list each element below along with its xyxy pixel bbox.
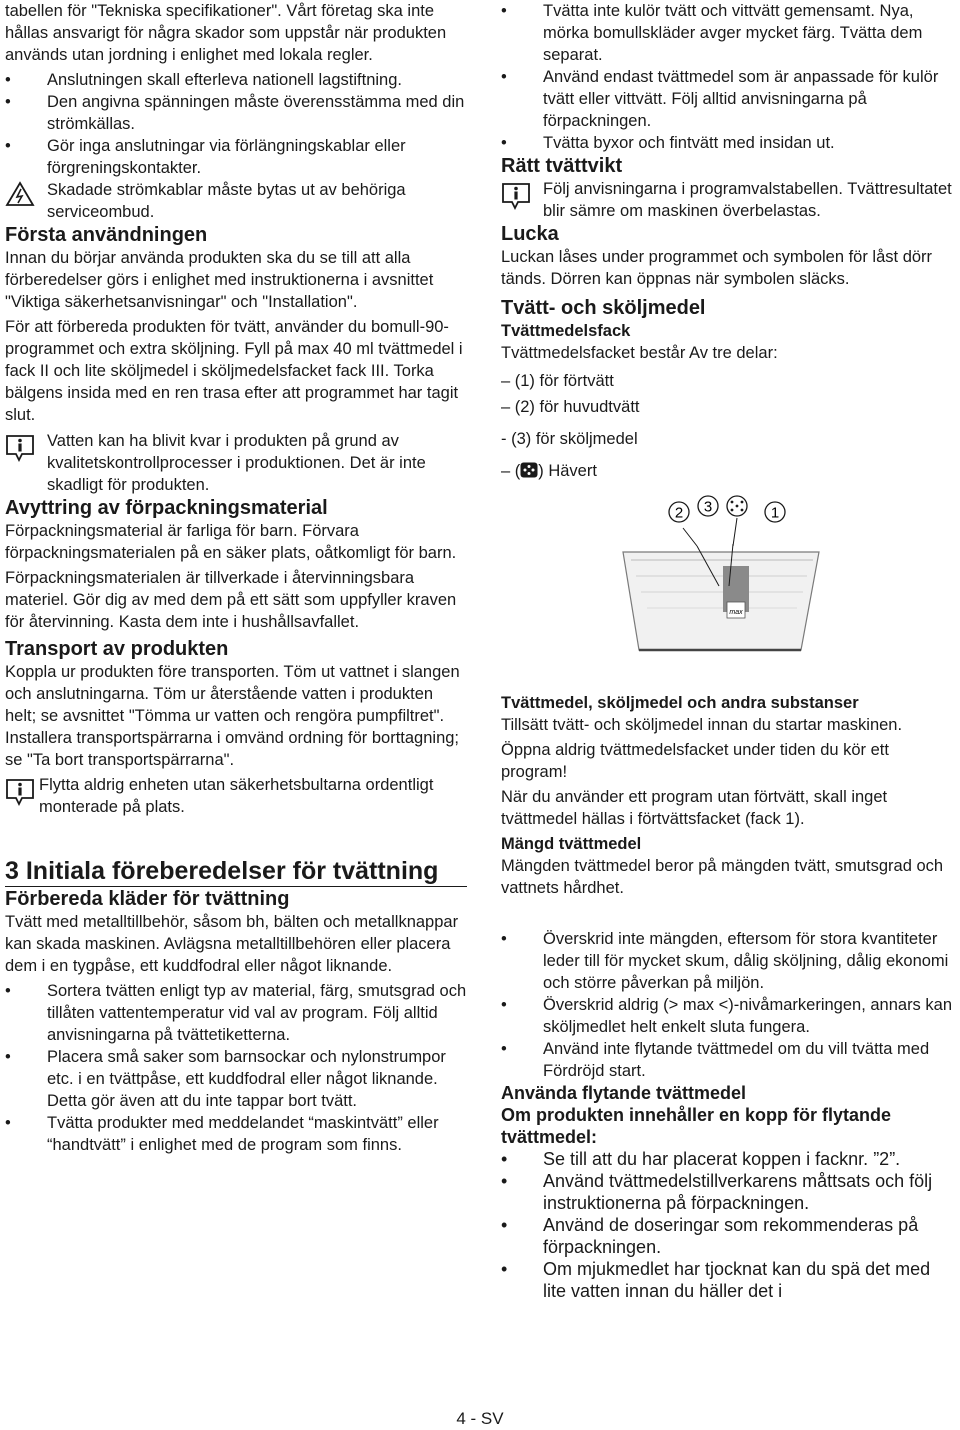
list-item: • Tvätta produkter med meddelandet “maskintvätt” eller “handtvätt” i enlighet med de program som finns.: [5, 1112, 467, 1156]
substances-paragraph-1: Tillsätt tvätt- och sköljmedel innan du startar maskinen.: [501, 716, 903, 734]
connection-bullets: [5, 69, 467, 179]
list-item: • Överskrid aldrig (> max <)-nivåmarkeringen, annars kan sköljmedlet helt enkelt sluta fungera.: [501, 994, 956, 1038]
amount-bullets: [501, 928, 956, 1082]
first-use-paragraph-2: För att förbereda produkten för tvätt, använder du bomull-90-programmet och extra sköljning. Fyll på max 40 ml tvättmedel i fack II och lite sköljmedel i sköljmedelsfacket fack III. Torka bälgens insida med en ren trasa efter att programmet har tagit slut.: [5, 318, 463, 424]
first-use-heading: Första användningen: [5, 224, 208, 246]
list-item: • Använd inte flytande tvättmedel om du vill tvätta med Fördröjd start.: [501, 1038, 956, 1082]
electric-warning-icon: [5, 181, 35, 213]
dispenser-paragraph: Tvättmedelsfacket består Av tre delar:: [501, 344, 778, 362]
siphon-icon: [520, 462, 538, 480]
siphon-suffix: ) Hävert: [538, 462, 597, 480]
warning-note-text: Skadade strömkablar måste bytas ut av behöriga serviceombud.: [47, 181, 406, 221]
chapter-subheading: Förbereda kläder för tvättning: [5, 886, 467, 911]
list-item: • Anslutningen skall efterleva nationell lagstiftning.: [5, 69, 467, 91]
label-compartment-2: 2: [674, 504, 684, 522]
info-note: [5, 430, 467, 496]
list-item: • Placera små saker som barnsockar och nylonstrumpor etc. i en tvättpåse, ett kuddfodral eller något liknande. Detta gör även att du inte tappar bort tvätt.: [5, 1046, 467, 1112]
info-note-text: Vatten kan ha blivit kvar i produkten på grund av kvalitetskontrollprocesser i produktionen. Det är inte skadligt för produkten.: [47, 432, 426, 494]
dispenser-subheading: Tvättmedelsfack: [501, 322, 631, 340]
chapter-heading: 3 Initiala föreberedelser för tvättning: [5, 857, 439, 885]
transport-heading: Transport av produkten: [5, 638, 229, 660]
siphon-prefix: – (: [501, 462, 521, 480]
info-icon: [501, 180, 531, 216]
label-compartment-3: 3: [703, 498, 713, 516]
info-note-text: Följ anvisningarna i programvalstabellen. Tvättresultatet blir sämre om maskinen överbelastas.: [543, 180, 952, 220]
amount-heading: Mängd tvättmedel: [501, 835, 642, 853]
disposal-paragraph-1: Förpackningsmaterial är farliga för barn. Förvara förpackningsmaterialen på en säker plats, oåtkomligt för barn.: [5, 522, 457, 562]
right-column: [501, 0, 956, 1302]
list-item: • Se till att du har placerat koppen i facknr. ”2”.: [501, 1148, 956, 1170]
liquid-detergent-heading: Använda flytande tvättmedel: [501, 1083, 747, 1103]
compartment-item: – (1) för förtvätt: [501, 372, 614, 390]
transport-paragraph: Koppla ur produkten före transporten. Töm ut vattnet i slangen och anslutningarna. Töm ur återstående vatten i produkten helt; se avsnittet "Tömma ur vatten och rengöra pumpfiltret". Installera transportspärrarna i omvänd ordning för borttagning; se "Ta bort transportspärrarna".: [5, 663, 460, 769]
disposal-paragraph-2: Förpackningsmaterialen är tillverkade i återvinningsbara materiel. Gör dig av med dem på ett sätt som uppfyller kraven för återvinning. Kasta dem inte i hushållsavfallet.: [5, 569, 457, 631]
substances-paragraph-3: När du använder ett program utan förtvätt, skall inget tvättmedel hällas i förtvättsfacket (fack 1).: [501, 788, 888, 828]
info-icon: [5, 432, 35, 468]
substances-paragraph-2: Öppna aldrig tvättmedelsfacket under tiden du kör ett program!: [501, 741, 889, 781]
warning-note: [5, 179, 467, 223]
chapter-paragraph: Tvätt med metalltillbehör, såsom bh, bälten och metallknappar kan skada maskinen. Avlägsna metalltillbehören eller placera dem i en tygpåse, ett kuddfodral eller något liknande.: [5, 913, 459, 975]
list-item: • Om mjukmedlet har tjocknat kan du spä det med lite vatten innan du häller det i: [501, 1258, 956, 1302]
list-item: • Gör inga anslutningar via förlängningskablar eller förgreningskontakter.: [5, 135, 467, 179]
amount-paragraph: Mängden tvättmedel beror på mängden tvätt, smutsgrad och vattnets hårdhet.: [501, 857, 944, 897]
label-compartment-1: 1: [770, 504, 780, 522]
door-heading: Lucka: [501, 223, 559, 245]
list-item: • Tvätta inte kulör tvätt och vittvätt gemensamt. Nya, mörka bomullskläder avger mycket färg. Tvätta dem separat.: [501, 0, 956, 66]
info-note-text: Flytta aldrig enheten utan säkerhetsbultarna ordentligt monterade på plats.: [39, 776, 434, 816]
washing-bullets: [501, 0, 956, 154]
list-item: • Använd tvättmedelstillverkarens måttsats och följ instruktionerna på förpackningen.: [501, 1170, 956, 1214]
list-item: • Använd de doseringar som rekommenderas på förpackningen.: [501, 1214, 956, 1258]
list-item: • Överskrid inte mängden, eftersom för stora kvantiteter leder till för mycket skum, dålig sköljning, dålig ekonomi och större påverkan på miljön.: [501, 928, 956, 994]
info-icon: [5, 776, 35, 812]
max-level-mark: max: [729, 609, 743, 616]
list-item: • Den angivna spänningen måste överensstämma med din strömkällas.: [5, 91, 467, 135]
list-item: • Tvätta byxor och fintvätt med insidan ut.: [501, 132, 956, 154]
load-weight-heading: Rätt tvättvikt: [501, 155, 623, 177]
compartment-item: - (3) för sköljmedel: [501, 430, 638, 448]
list-item: • Använd endast tvättmedel som är anpassade för kulör tvätt eller vittvätt. Följ alltid anvisningarna på förpackningen.: [501, 66, 956, 132]
detergent-heading: Tvätt- och sköljmedel: [501, 297, 706, 319]
info-note: [501, 178, 956, 222]
intro-paragraph: tabellen för "Tekniska specifikationer". Vårt företag ska inte hållas ansvarigt för några skador som uppstår när produkten används utan jordning i enlighet med lokala regler.: [5, 2, 447, 64]
left-column: [5, 0, 467, 1156]
liquid-detergent-subheading: Om produkten innehåller en kopp för flytande tvättmedel:: [501, 1105, 892, 1147]
dispenser-illustration: [501, 490, 956, 676]
sorting-bullets: [5, 980, 467, 1156]
page-number: 4 - SV: [456, 1409, 504, 1428]
compartment-item-siphon: [501, 460, 956, 482]
info-note: [5, 774, 467, 818]
compartment-item: – (2) för huvudtvätt: [501, 398, 640, 416]
first-use-paragraph-1: Innan du börjar använda produkten ska du se till att alla förberedelser görs i enlighet med instruktionerna i avsnittet "Viktiga säkerhetsanvisningar" och "Installation".: [5, 249, 434, 311]
dispenser-drawing: [501, 490, 956, 676]
door-paragraph: Luckan låses under programmet och symbolen för låst dörr tänds. Dörren kan öppnas när symbolen släcks.: [501, 248, 933, 288]
liquid-detergent-bullets: [501, 1148, 956, 1302]
disposal-heading: Avyttring av förpackningsmaterial: [5, 497, 328, 519]
list-item: • Sortera tvätten enligt typ av material, färg, smutsgrad och tillåten vattentemperatur vid val av program. Följ alltid anvisningarna på tvättetiketterna.: [5, 980, 467, 1046]
substances-heading: Tvättmedel, sköljmedel och andra substanser: [501, 694, 859, 712]
